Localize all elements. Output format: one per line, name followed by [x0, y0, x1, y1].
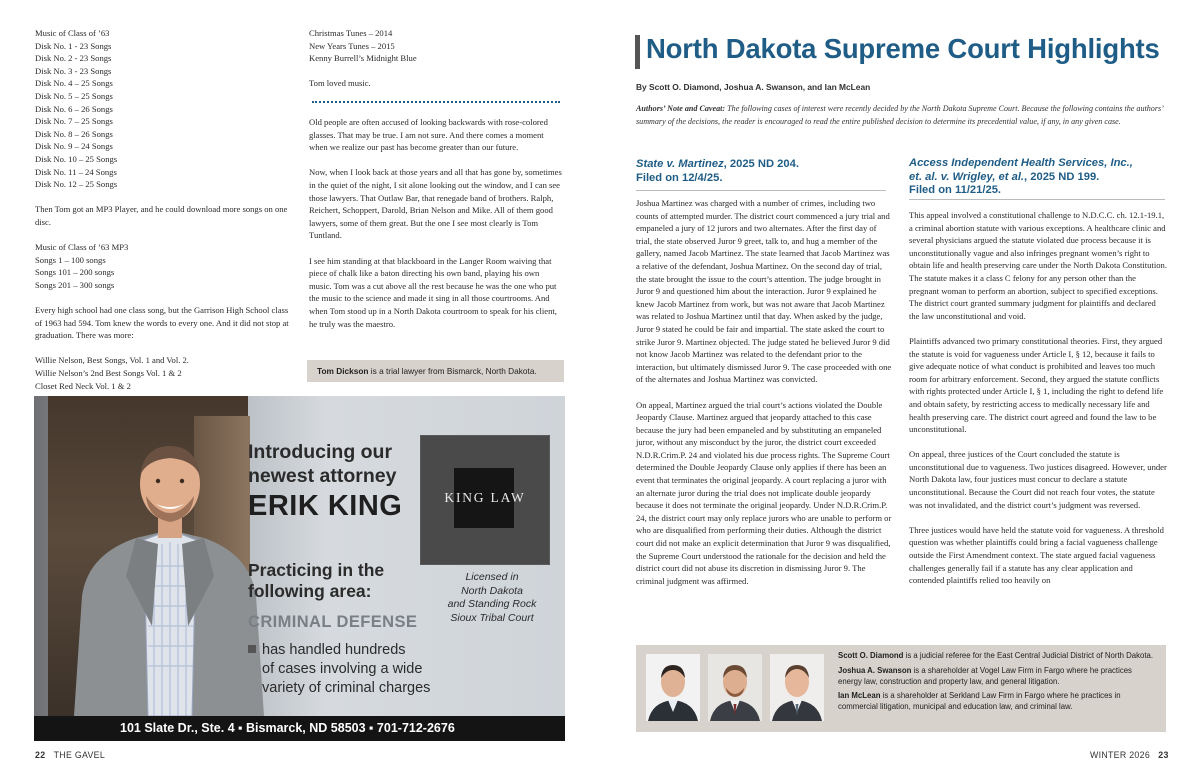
- author-name: Tom Dickson: [317, 366, 369, 376]
- album-item: Closet Red Neck Vol. 1 & 2: [35, 380, 131, 391]
- diamond-headshot: [646, 654, 700, 721]
- essay-paragraph: I see him standing at that blackboard in the Langer Room waiving that piece of chalk like a baton directing his own band, playing his own music. Tom was a cut above all the rest because he was the one who put the music to the science and made it sing in all those courtrooms. And when Tom stood up in a North Dakota courtroom to speak for his client, he truly was the maestro.: [309, 255, 557, 329]
- disc-item: Disk No. 2 - 23 Songs: [35, 53, 112, 64]
- case2-citation: , 2025 ND 199.: [1024, 170, 1100, 183]
- disc-item: Disk No. 6 – 26 Songs: [35, 103, 113, 114]
- case-paragraph: Three justices would have held the statute void for vagueness. A threshold question was whether plaintiffs could bring a facial vagueness challenge outside the First Amendment context. The state argued facial vagueness challenges generally fail if a statute has any clear application and contended plaintiffs relied too heavily on: [909, 524, 1164, 586]
- mp3-item: Songs 1 – 100 songs: [35, 254, 106, 265]
- ad-practicing-line: Practicing in the: [248, 560, 385, 580]
- king-law-logo: [421, 436, 549, 564]
- disc-item: Disk No. 5 – 25 Songs: [35, 90, 113, 101]
- ad-practicing-line: following area:: [248, 581, 372, 601]
- left-column-2: [309, 27, 563, 103]
- disc-item: Disk No. 12 – 25 Songs: [35, 179, 118, 190]
- dotted-divider: [312, 101, 560, 103]
- case-paragraph: Joshua Martinez was charged with a number of crimes, including two counts of attempted murder. The district court commenced a jury trial and empaneled a jury of 12 jurors and two alternates. After the first day of trial, the state observed Juror 9 greet, talk to, and hug a member of the gallery, named Jacob Martinez. The state learned that Jacob Martinez was a relative of the defendant, Joshua Martinez. On the second day of trial, the state brought the issue to the court’s attention. The judge brought in Juror 9 and questioned him about the interaction. Juror 9 explained he knew Jacob Martinez from work, but was not aware that Jacob Martinez was related to Joshua Martinez until that day. When asked by the judge, Juror 9 stated he could be fair and impartial. The state asked the court to strike Juror 9. Martinez objected. The judge stated he believed Juror 9 did not know Jacob Martinez was related to the defendant prior to the interaction, but ultimately dismissed Juror 9. The case proceeded with one of the alternates and Joshua Martinez was convicted.: [636, 198, 892, 385]
- ad-licensed-line: North Dakota: [461, 584, 523, 597]
- discs-title: Music of Class of ’63: [35, 28, 110, 38]
- attorney-photo: [74, 426, 264, 716]
- ad-practice-area: CRIMINAL DEFENSE: [248, 613, 418, 631]
- square-bullet-icon: [248, 645, 256, 653]
- disc-item: Disk No. 1 - 23 Songs: [35, 40, 112, 51]
- ad-intro-heading: [248, 440, 396, 488]
- author-name: Joshua A. Swanson: [838, 665, 912, 675]
- author-name: Scott O. Diamond: [838, 651, 904, 660]
- author-bio: [838, 651, 1156, 662]
- ad-experience: [248, 641, 430, 698]
- case2-body: [909, 209, 1167, 599]
- disc-item: Disk No. 8 – 26 Songs: [35, 128, 113, 139]
- case-paragraph: On appeal, three justices of the Court concluded the statute is unconstitutional due to vagueness. Two justices disagreed. However, under North Dakota law, four justices must concur to declare a statute unconstitutional. Because the Court did not reach four votes, the statute was not invalidated, and the district court’s judgment was reversed.: [909, 449, 1167, 510]
- author-bio-text: is a shareholder at Vogel Law Firm in Fargo where he practices energy law, construction and property law, and general litigation.: [838, 665, 1132, 686]
- case-paragraph: Plaintiffs advanced two primary constitutional theories. First, they argued the statute is void for vagueness under Article I, § 12, because it fails to give adequate notice of what conduct is prohibited and leaves too much room for arbitrary enforcement. Second, they argued the statute conflicts with rights protected under Article I, § 1, including the right to defend life and obtain safety, by restricting access to medically necessary life and health preserving care. The district court agreed and found the law to be unconstitutional.: [909, 335, 1164, 435]
- disc-item: Disk No. 11 – 24 Songs: [35, 166, 117, 177]
- left-page-footer: [35, 750, 105, 760]
- mp3-paragraph: Then Tom got an MP3 Player, and he could download more songs on one disc.: [35, 204, 288, 227]
- ad-practicing-heading: [248, 560, 384, 602]
- case2-heading: [909, 157, 1171, 198]
- authors-note-text: The following cases of interest were recently decided by the North Dakota Supreme Court. Because the following contains the authors’ summary of the decisions, the reader is encouraged to read the entire published decision to determine its precedential value, if any, in any given case.: [636, 104, 1163, 126]
- album-item: Christmas Tunes – 2014: [309, 28, 393, 38]
- mp3-item: Songs 201 – 300 songs: [35, 279, 115, 290]
- ad-licensed-line: Sioux Tribal Court: [450, 611, 534, 624]
- ad-attorney-name: ERIK KING: [248, 490, 403, 522]
- disc-item: Disk No. 7 – 25 Songs: [35, 116, 113, 127]
- ad-licensed: [436, 571, 548, 625]
- case2-rule: [909, 199, 1165, 200]
- right-page-footer: [1090, 750, 1169, 760]
- authors-note: [636, 103, 1166, 128]
- case1-heading: [636, 158, 898, 185]
- case1-name: State v. Martinez: [636, 158, 724, 170]
- article-byline: By Scott O. Diamond, Joshua A. Swanson, and Ian McLean: [636, 82, 871, 92]
- case-paragraph: On appeal, Martinez argued the trial court’s actions violated the Double Jeopardy Clause. Martinez argued that jeopardy attached to this case because the jury had been empaneled and by substituting an empaneled juror, without any misconduct by the juror, the district court exceeded N.D.R.Crim.P. 24 and violated his due process rights. The Supreme Court determined the Double Jeopardy Clause only applies if there has been an event that terminates the original jeopardy. A court replacing a juror with an alternate juror during the trial does not implicate double jeopardy because it does not terminate the original jeopardy. Under N.D.R.Crim.P. 24, the district court may only replace jurors who are unable to perform or who are disqualified from performing their duties. Although the district court did not make an explicit determination that Juror 9 was disqualified, the Supreme Court understood the rationale for the decision and held the district court did not abuse its discretion in dismissing Juror 9. The criminal judgment was affirmed.: [636, 399, 892, 586]
- ad-intro-line: Introducing our: [248, 441, 393, 463]
- case1-rule: [636, 190, 886, 191]
- album-item: Willie Nelson’s 2nd Best Songs Vol. 1 & 2: [35, 368, 182, 379]
- page-number: 23: [1158, 750, 1169, 760]
- disc-item: Disk No. 10 – 25 Songs: [35, 153, 118, 164]
- disc-item: Disk No. 9 – 24 Songs: [35, 141, 113, 152]
- loved-music-line: Tom loved music.: [309, 78, 371, 89]
- ad-licensed-line: and Standing Rock: [447, 598, 537, 610]
- left-column-1: [35, 27, 295, 392]
- authors-bio-text: [838, 651, 1156, 717]
- case2-name-line: et. al. v. Wrigley, et al.: [909, 170, 1025, 183]
- ad-contact-bar: 101 Slate Dr., Ste. 4 ▪ Bismarck, ND 58503 ▪ 701-712-2676: [34, 716, 565, 741]
- author-bio: [838, 691, 1156, 713]
- album-item: New Years Tunes – 2015: [309, 40, 395, 51]
- album-item: Willie Nelson, Best Songs, Vol. 1 and Vol. 2.: [35, 355, 189, 366]
- essay-paragraph: Old people are often accused of looking backwards with rose-colored glasses. That may be true. I am not sure. And there comes a moment when we realize our past has become greater than our future.: [309, 117, 548, 153]
- ad-intro-line: newest attorney: [248, 465, 397, 487]
- case1-filed: Filed on 12/4/25.: [636, 171, 723, 184]
- mp3-item: Songs 101 – 200 songs: [35, 267, 115, 278]
- author-bio-text: is a judicial referee for the East Central Judicial District of North Dakota.: [903, 651, 1154, 660]
- author-bio: [838, 666, 1156, 688]
- class-song-paragraph: Every high school had one class song, but the Garrison High School class of 1963 had 594. Tom knew the words to every one. And it did not stop at graduation. There was more:: [35, 305, 289, 341]
- logo-text: KING LAW: [444, 490, 526, 505]
- publication-name: THE GAVEL: [53, 750, 106, 760]
- essay-paragraph: Now, when I look back at those years and all that has gone by, sometimes in the quiet of the night, I sit alone looking out the window, and I can see those lawyers. That Outlaw Bar, that renegade band of brothers. Ralph, Reichert, Schoppert, Darold, Brian Nelson and Mike. All of them good lawyers, some of them great. But the one I see most clearly is Tom Tuntland.: [309, 167, 562, 241]
- title-accent-bar: [635, 35, 640, 69]
- king-law-advertisement: [34, 396, 565, 741]
- author-bio-box: [307, 360, 564, 382]
- case2-filed: Filed on 11/21/25.: [909, 184, 1002, 197]
- disc-item: Disk No. 3 - 23 Songs: [35, 65, 112, 76]
- authors-bio-box: [636, 645, 1166, 732]
- author-name: Ian McLean: [838, 691, 881, 701]
- page-number: 22: [35, 750, 46, 760]
- ad-experience-line: of cases involving a wide: [262, 661, 423, 677]
- author-bio-text: is a shareholder at Serkland Law Firm in Fargo where he practices in commercial litigation, municipal and education law, and criminal law.: [838, 691, 1121, 712]
- case-paragraph: This appeal involved a constitutional challenge to N.D.C.C. ch. 12.1-19.1, a criminal abortion statute with various exceptions. A healthcare clinic and several physicians argued the statute violated due process because it is unconstitutionally vague and also infringes pregnant women’s right to obtain life and health preserving care under the North Dakota Constitution. The statute makes it a class C felony for any person other than the pregnant woman to perform an abortion, subject to specified exceptions. The district court granted summary judgment for plaintiffs and declared the law unconstitutional and void.: [909, 210, 1167, 321]
- issue-season: WINTER 2026: [1090, 750, 1151, 760]
- swanson-headshot: [708, 654, 762, 721]
- mp3-title: Music of Class of ’63 MP3: [35, 242, 129, 253]
- case2-name-line: Access Independent Health Services, Inc.,: [909, 157, 1133, 169]
- ad-licensed-line: Licensed in: [465, 571, 519, 583]
- case1-citation: , 2025 ND 204.: [723, 158, 799, 170]
- ad-experience-line: variety of criminal charges: [262, 680, 431, 696]
- authors-note-label: Authors’ Note and Caveat:: [636, 104, 726, 113]
- left-column-2-essay: [309, 116, 563, 343]
- article-title: North Dakota Supreme Court Highlights: [646, 33, 1160, 64]
- mclean-headshot: [770, 654, 824, 721]
- case1-body: [636, 197, 894, 600]
- album-item: Kenny Burrell’s Midnight Blue: [309, 53, 417, 64]
- author-bio-text: is a trial lawyer from Bismarck, North Dakota.: [368, 366, 537, 376]
- disc-item: Disk No. 4 – 25 Songs: [35, 78, 113, 89]
- ad-experience-line: has handled hundreds: [262, 642, 406, 658]
